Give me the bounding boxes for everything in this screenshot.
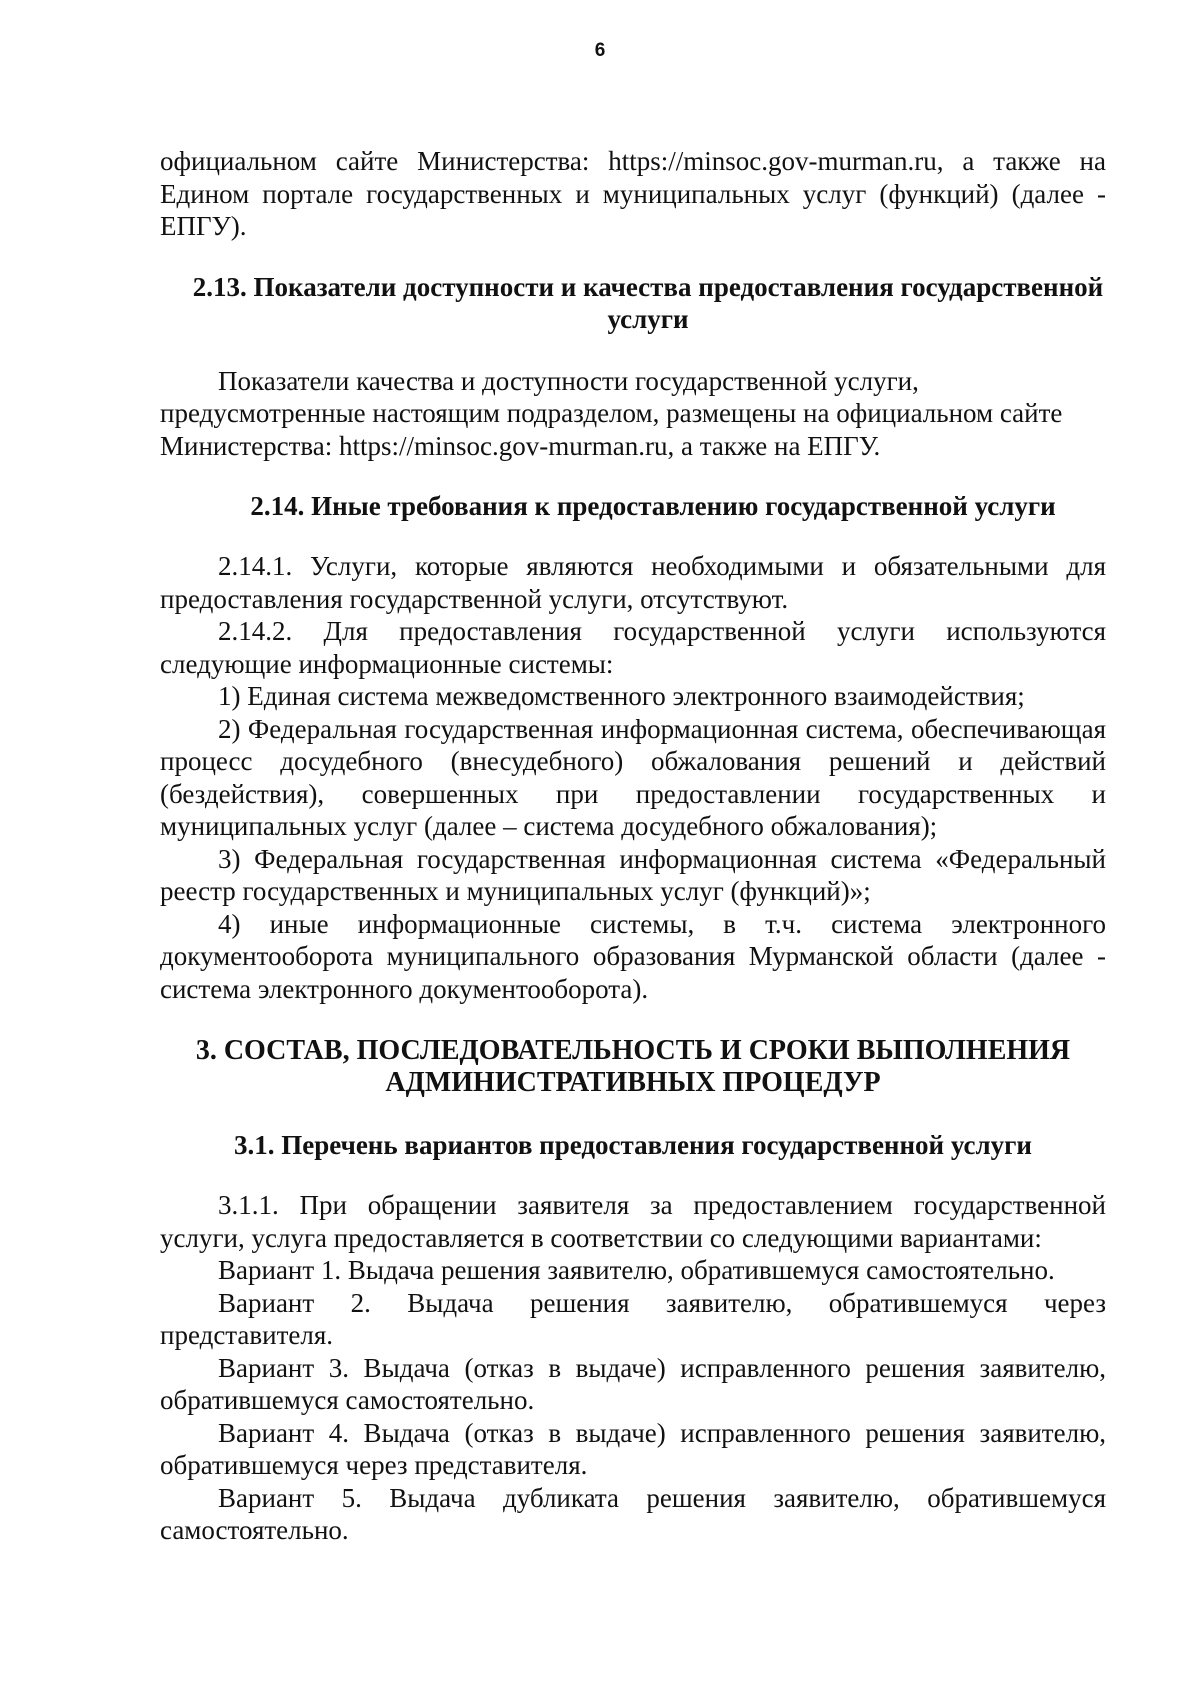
variant-2: Вариант 2. Выдача решения заявителю, обратившемуся через представителя.	[160, 1287, 1106, 1350]
section-2-14-heading: 2.14. Иные требования к предоставлению государственной услуги	[250, 491, 1056, 521]
list-item-3: 3) Федеральная государственная информационная система «Федеральный реестр государственных и муниципальных услуг (функций)»;	[160, 843, 1106, 906]
section-3-heading: 3. СОСТАВ, ПОСЛЕДОВАТЕЛЬНОСТЬ И СРОКИ ВЫПОЛНЕНИЯ АДМИНИСТРАТИВНЫХ ПРОЦЕДУР	[195, 1035, 1071, 1098]
paragraph-3-1-1: 3.1.1. При обращении заявителя за предоставлением государственной услуги, услуга предоставляется в соответствии со следующими вариантами:	[160, 1190, 1106, 1253]
list-item-2: 2) Федеральная государственная информационная система, обеспечивающая процесс досудебного (внесудебного) обжалования решений и действий (бездействия), совершенных при предоставлении государственных и муниципальных услуг (далее – система досудебного обжалования);	[160, 713, 1106, 841]
list-item-1: 1) Единая система межведомственного электронного взаимодействия;	[218, 681, 1025, 711]
variant-3: Вариант 3. Выдача (отказ в выдаче) исправленного решения заявителю, обратившемуся самостоятельно.	[160, 1352, 1106, 1415]
section-2-14-body	[160, 550, 1106, 1005]
variant-4: Вариант 4. Выдача (отказ в выдаче) исправленного решения заявителю, обратившемуся через представителя.	[160, 1417, 1106, 1480]
variant-5: Вариант 5. Выдача дубликата решения заявителю, обратившемуся самостоятельно.	[160, 1482, 1106, 1545]
paragraph-2-14-1: 2.14.1. Услуги, которые являются необходимыми и обязательными для предоставления государственной услуги, отсутствуют.	[160, 551, 1106, 614]
section-2-13-heading: 2.13. Показатели доступности и качества предоставления государственной услуги	[192, 271, 1104, 334]
section-3-1-heading: 3.1. Перечень вариантов предоставления государственной услуги	[234, 1130, 1032, 1160]
document-body	[160, 145, 1106, 1547]
variant-1: Вариант 1. Выдача решения заявителю, обратившемуся самостоятельно.	[218, 1255, 1055, 1285]
intro-paragraph: официальном сайте Министерства: https://minsoc.gov-murman.ru, а также на Едином портале государственных и муниципальных услуг (функций) (далее - ЕПГУ).	[160, 146, 1106, 241]
section-2-13-paragraph: Показатели качества и доступности государственной услуги, предусмотренные настоящим подразделом, размещены на официальном сайте Министерства: https://minsoc.gov-murman.ru, а также на ЕПГУ.	[160, 365, 1063, 461]
paragraph-2-14-2: 2.14.2. Для предоставления государственной услуги используются следующие информационные системы:	[160, 616, 1106, 679]
page-number: 6	[594, 40, 606, 61]
list-item-4: 4) иные информационные системы, в т.ч. система электронного документооборота муниципального образования Мурманской области (далее - система электронного документооборота).	[160, 908, 1106, 1004]
section-3-1-body	[160, 1189, 1106, 1547]
